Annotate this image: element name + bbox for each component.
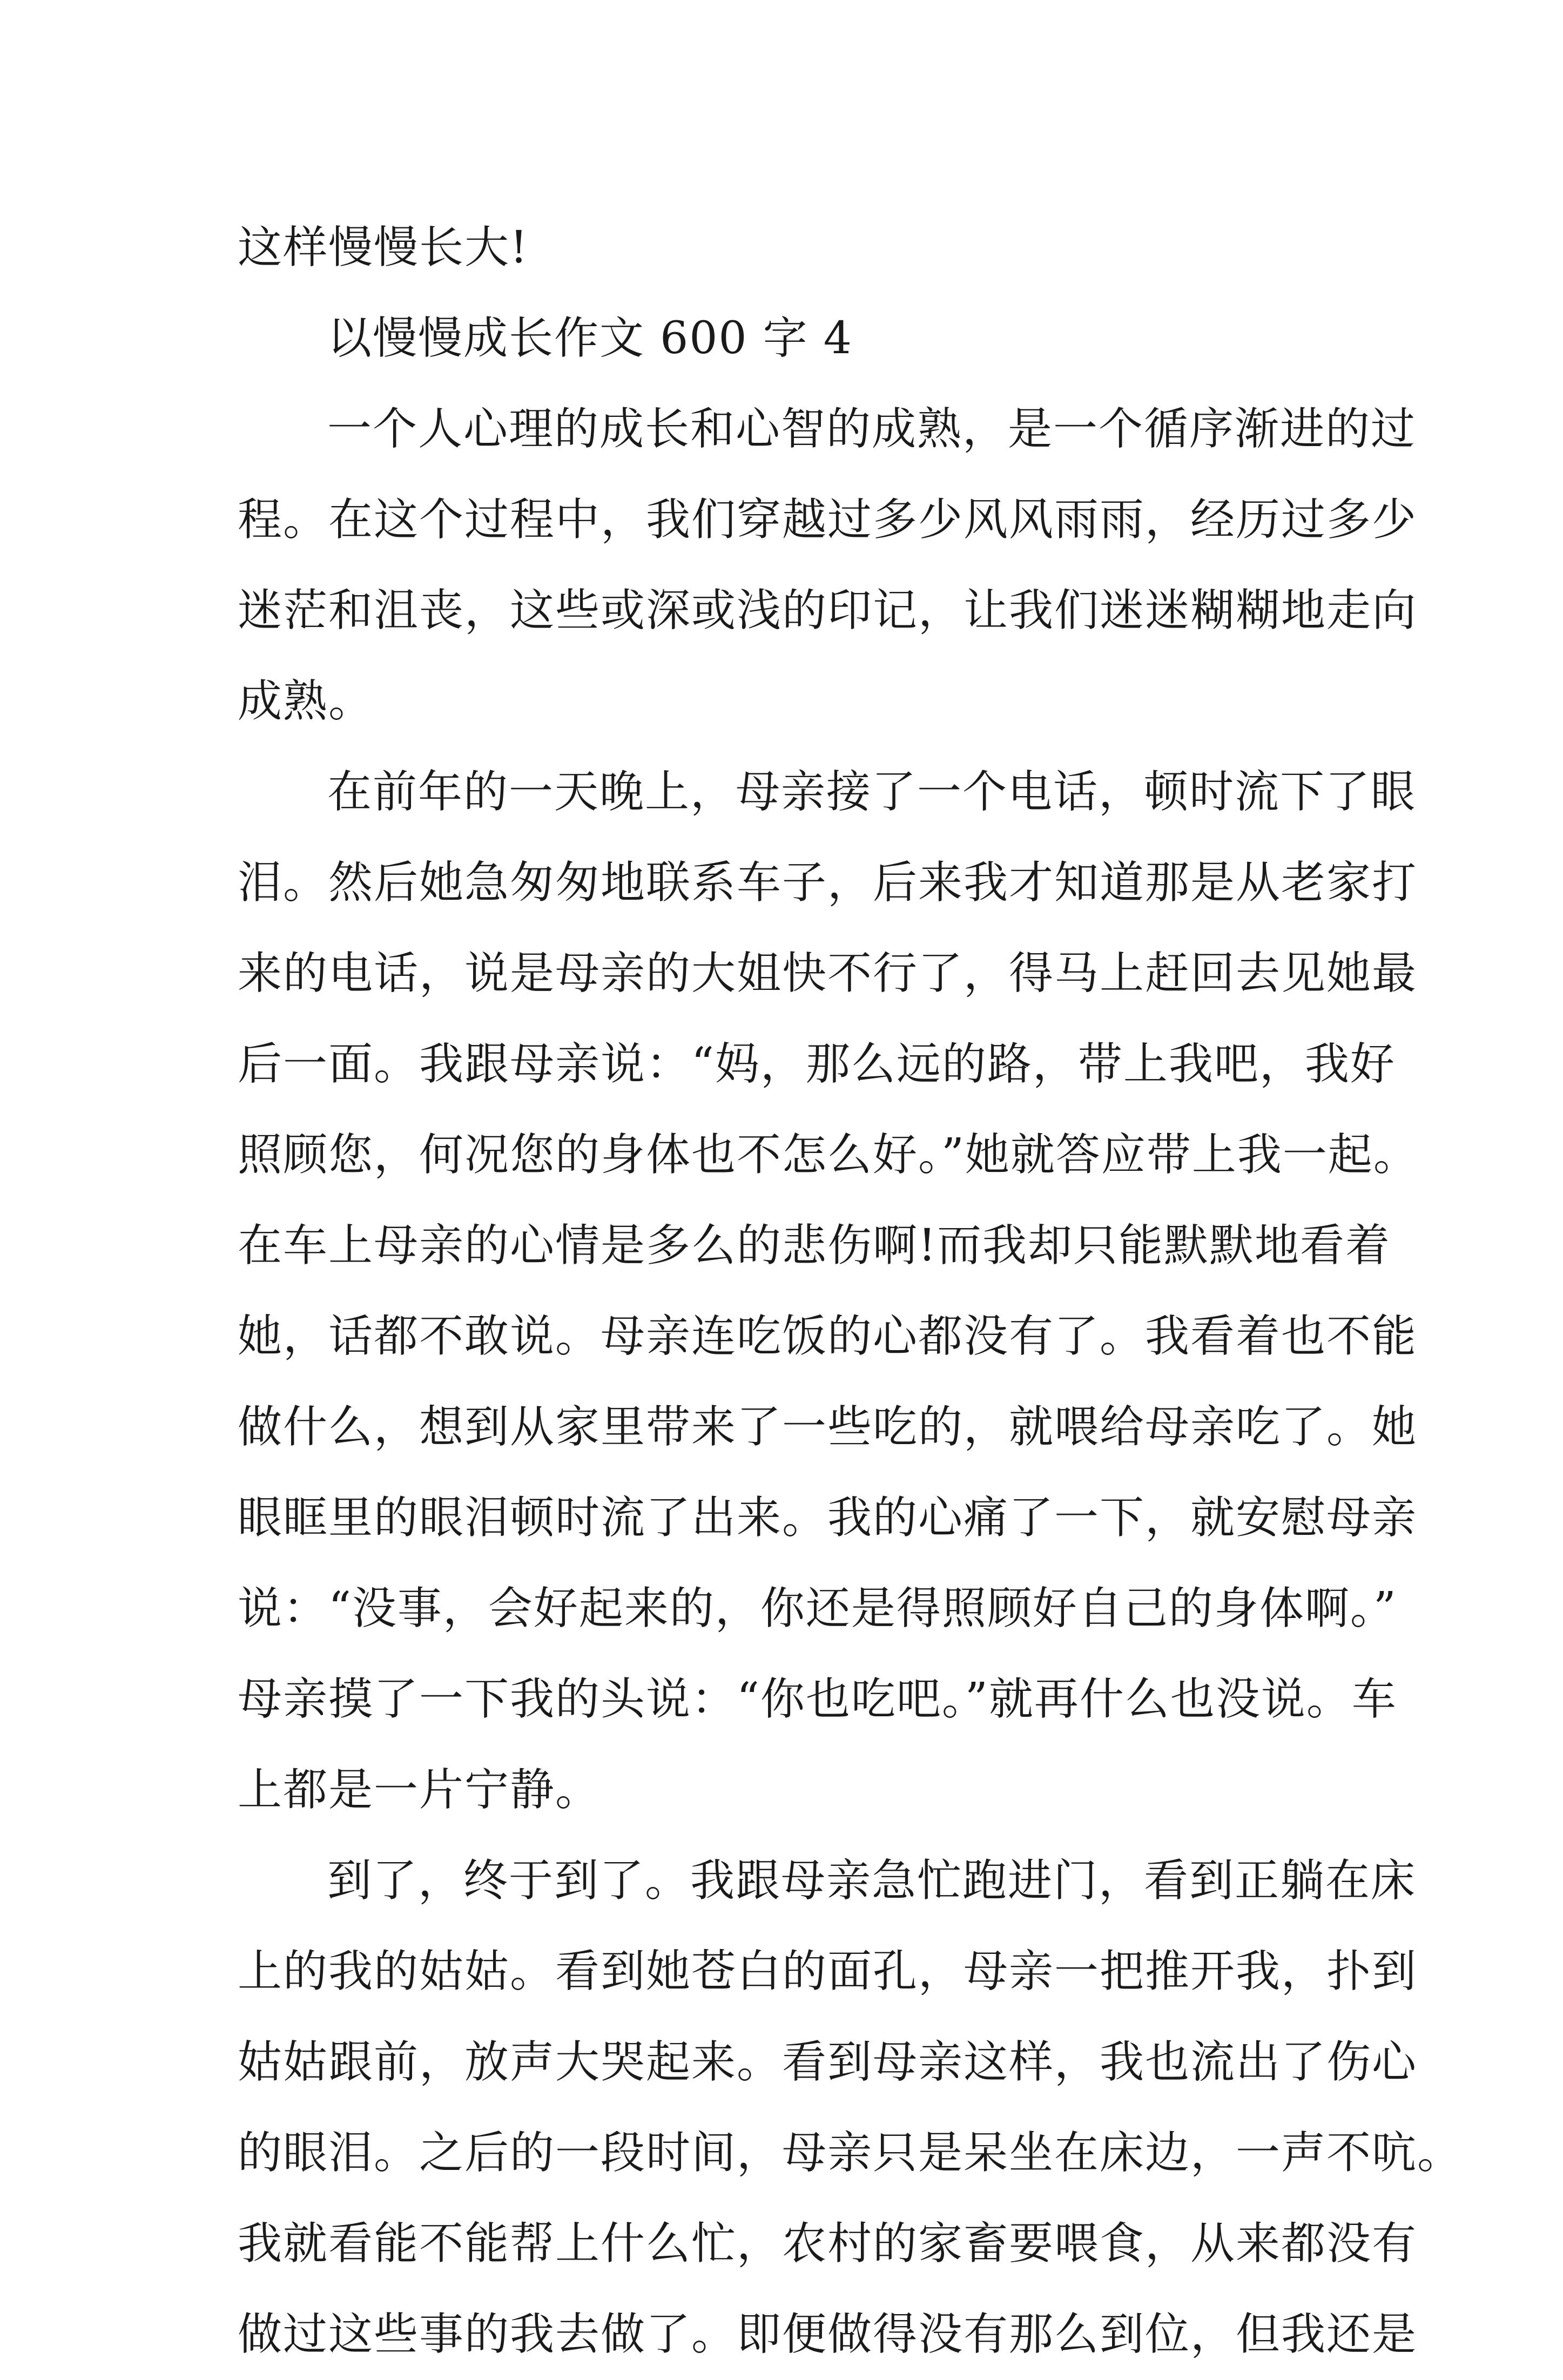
text-line: 的眼泪。之后的一段时间，母亲只是呆坐在床边，一声不吭。 — [238, 2127, 1463, 2179]
text-line: 到了，终于到了。我跟母亲急忙跑进门，看到正躺在床 — [327, 1855, 1417, 1906]
text-line: 程。在这个过程中，我们穿越过多少风风雨雨，经历过多少 — [238, 494, 1418, 545]
text-line: 姑姑跟前，放声大哭起来。看到母亲这样，我也流出了伤心 — [238, 2037, 1418, 2088]
text-line: 说：“没事，会好起来的，你还是得照顾好自己的身体啊。” — [238, 1583, 1397, 1634]
text-line: 这样慢慢长大! — [238, 222, 529, 273]
text-line: 她，话都不敢说。母亲连吃饭的心都没有了。我看着也不能 — [238, 1311, 1418, 1362]
text-line: 一个人心理的成长和心智的成熟，是一个循序渐进的过 — [327, 403, 1417, 455]
text-line: 照顾您，何况您的身体也不怎么好。”她就答应带上我一起。 — [238, 1129, 1419, 1181]
text-line: 在前年的一天晚上，母亲接了一个电话，顿时流下了眼 — [327, 766, 1417, 818]
text-line: 做什么，想到从家里带来了一些吃的，就喂给母亲吃了。她 — [238, 1401, 1418, 1453]
text-line: 母亲摸了一下我的头说：“你也吃吧。”就再什么也没说。车 — [238, 1674, 1397, 1725]
text-line: 迷茫和沮丧，这些或深或浅的印记，让我们迷迷糊糊地走向 — [238, 585, 1418, 636]
text-line: 泪。然后她急匆匆地联系车子，后来我才知道那是从老家打 — [238, 857, 1418, 908]
text-line: 来的电话，说是母亲的大姐快不行了，得马上赶回去见她最 — [238, 948, 1418, 999]
text-line: 在车上母亲的心情是多么的悲伤啊!而我却只能默默地看着 — [238, 1220, 1391, 1271]
text-line: 后一面。我跟母亲说：“妈，那么远的路，带上我吧，我好 — [238, 1039, 1396, 1090]
text-line: 成熟。 — [238, 676, 374, 727]
text-line: 上的我的姑姑。看到她苍白的面孔，母亲一把推开我，扑到 — [238, 1946, 1418, 1997]
text-line: 做过这些事的我去做了。即便做得没有那么到位，但我还是 — [238, 2309, 1418, 2360]
text-line: 我就看能不能帮上什么忙，农村的家畜要喂食，从来都没有 — [238, 2218, 1418, 2269]
text-line: 上都是一片宁静。 — [238, 1764, 601, 1816]
section-heading: 以慢慢成长作文 600 字 4 — [327, 313, 853, 364]
document-page — [238, 203, 1463, 2380]
text-line: 眼眶里的眼泪顿时流了出来。我的心痛了一下，就安慰母亲 — [238, 1492, 1418, 1543]
